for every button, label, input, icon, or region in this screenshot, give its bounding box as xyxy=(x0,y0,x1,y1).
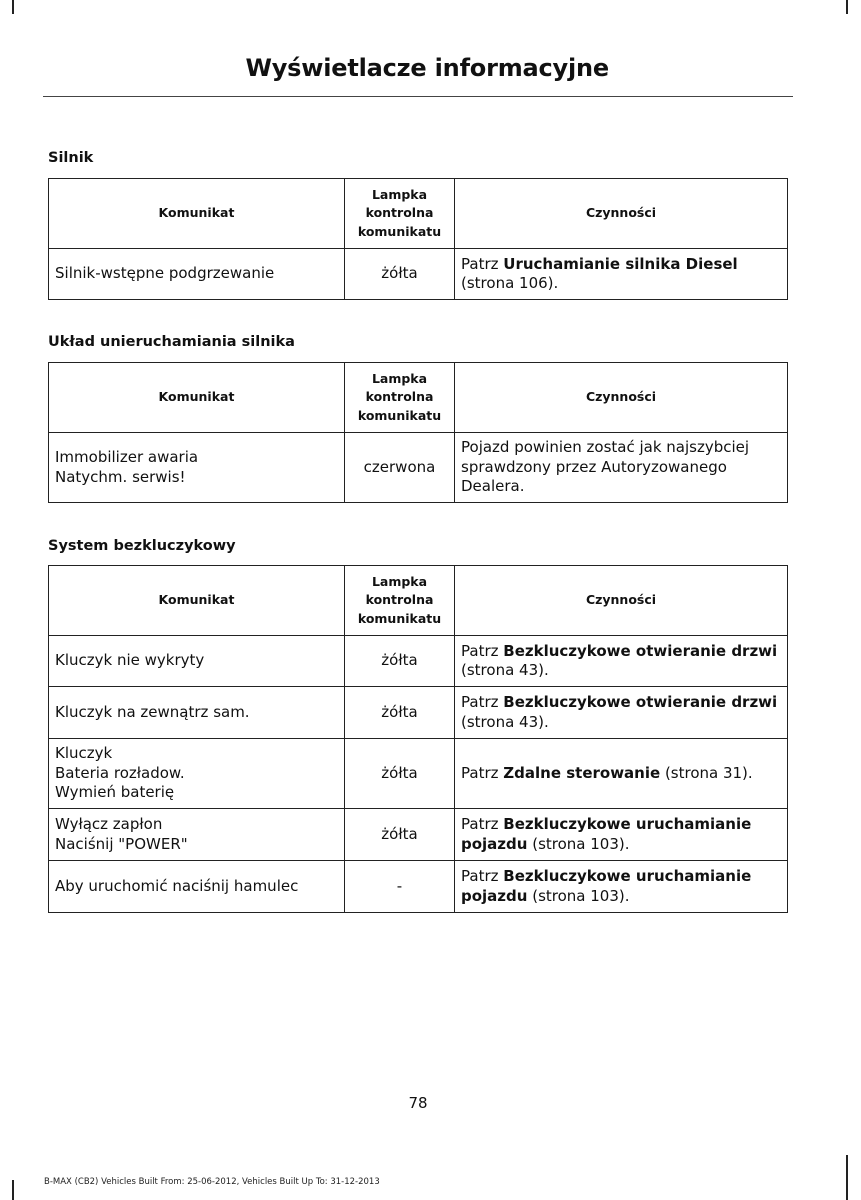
column-header-action: Czynności xyxy=(455,363,788,433)
column-header-action: Czynności xyxy=(455,566,788,636)
crop-mark-bottom-left xyxy=(12,1180,14,1200)
action-prefix: Patrz xyxy=(461,254,504,273)
lamp-cell: czerwona xyxy=(345,433,455,503)
title-divider xyxy=(43,96,793,97)
crop-mark-top-left xyxy=(12,0,14,14)
action-cell xyxy=(455,249,788,300)
table-row xyxy=(49,687,788,739)
column-header-lamp: Lampka kontrolna komunikatu xyxy=(345,179,455,249)
section-heading-engine: Silnik xyxy=(48,150,94,166)
action-link[interactable]: Uruchamianie silnika Diesel xyxy=(503,254,738,273)
action-prefix: Patrz xyxy=(461,867,504,885)
page-number: 78 xyxy=(408,1094,428,1112)
table-row xyxy=(49,636,788,687)
table-header-row xyxy=(49,566,788,636)
message-cell: Kluczyk nie wykryty xyxy=(49,636,345,687)
column-header-lamp: Lampka kontrolna komunikatu xyxy=(345,566,455,636)
lamp-cell: żółta xyxy=(345,249,455,300)
message-cell: Silnik-wstępne podgrzewanie xyxy=(49,249,345,300)
column-header-message: Komunikat xyxy=(49,363,345,433)
immobilizer-table xyxy=(48,362,788,503)
engine-table xyxy=(48,178,788,300)
action-link[interactable]: Zdalne sterowanie xyxy=(503,763,661,782)
table-row xyxy=(49,249,788,300)
action-cell xyxy=(455,809,788,861)
keyless-table xyxy=(48,565,788,913)
action-cell: Pojazd powinien zostać jak najszybciej sprawdzony przez Autoryzowanego Dealera. xyxy=(455,433,788,503)
action-link[interactable]: Bezkluczykowe uruchamianie pojazdu xyxy=(461,815,752,853)
column-header-message: Komunikat xyxy=(49,179,345,249)
action-link[interactable]: Bezkluczykowe uruchamianie pojazdu xyxy=(461,867,752,905)
column-header-lamp: Lampka kontrolna komunikatu xyxy=(345,363,455,433)
action-cell xyxy=(455,739,788,809)
message-cell: Wyłącz zapłon Naciśnij "POWER" xyxy=(49,809,345,861)
column-header-action: Czynności xyxy=(455,179,788,249)
crop-mark-bottom-right xyxy=(846,1155,848,1200)
action-cell xyxy=(455,861,788,913)
section-heading-keyless: System bezkluczykowy xyxy=(48,538,236,554)
table-header-row xyxy=(49,363,788,433)
table-header-row xyxy=(49,179,788,249)
column-header-message: Komunikat xyxy=(49,566,345,636)
message-cell: Kluczyk na zewnątrz sam. xyxy=(49,687,345,739)
message-cell: Aby uruchomić naciśnij hamulec xyxy=(49,861,345,913)
table-row xyxy=(49,433,788,503)
lamp-cell: - xyxy=(345,861,455,913)
action-suffix: (strona 43). xyxy=(461,661,549,679)
lamp-cell: żółta xyxy=(345,739,455,809)
lamp-cell: żółta xyxy=(345,687,455,739)
action-suffix: (strona 106). xyxy=(461,274,559,292)
action-prefix: Patrz xyxy=(461,693,504,711)
action-prefix: Patrz xyxy=(461,815,504,833)
action-cell xyxy=(455,636,788,687)
action-link[interactable]: Bezkluczykowe otwieranie drzwi xyxy=(503,641,778,660)
table-row xyxy=(49,809,788,861)
page-title: Wyświetlacze informacyjne xyxy=(245,54,609,82)
action-suffix: (strona 103). xyxy=(527,834,630,853)
lamp-cell: żółta xyxy=(345,636,455,687)
action-prefix: Patrz xyxy=(461,763,504,782)
action-suffix: (strona 31). xyxy=(660,763,753,782)
action-prefix: Patrz xyxy=(461,641,504,660)
lamp-cell: żółta xyxy=(345,809,455,861)
action-cell xyxy=(455,687,788,739)
crop-mark-top-right xyxy=(846,0,848,14)
action-link[interactable]: Bezkluczykowe otwieranie drzwi xyxy=(503,693,778,711)
footer-vehicle-info: B-MAX (CB2) Vehicles Built From: 25-06-2012, Vehicles Built Up To: 31-12-2013 xyxy=(44,1177,380,1187)
action-suffix: (strona 103). xyxy=(527,886,630,905)
message-cell: Kluczyk Bateria rozładow. Wymień baterię xyxy=(49,739,345,809)
table-row xyxy=(49,861,788,913)
message-cell: Immobilizer awaria Natychm. serwis! xyxy=(49,433,345,503)
action-suffix: (strona 43). xyxy=(461,712,549,731)
section-heading-immobilizer: Układ unieruchamiania silnika xyxy=(48,334,295,350)
table-row xyxy=(49,739,788,809)
